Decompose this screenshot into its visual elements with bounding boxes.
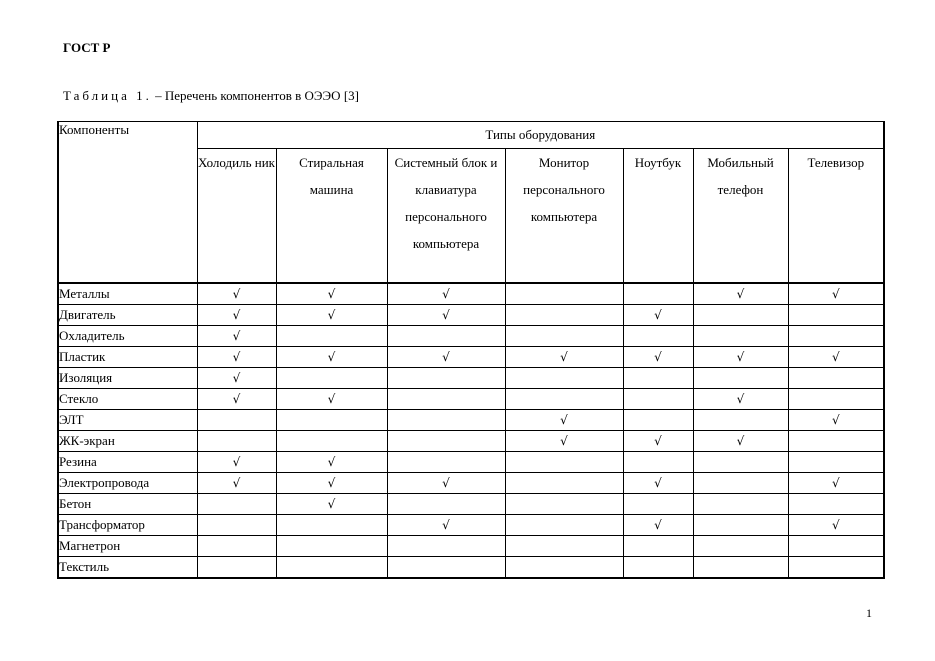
table-cell xyxy=(623,326,693,347)
column-header: Ноутбук xyxy=(623,149,693,284)
row-label: Стекло xyxy=(58,389,197,410)
table-cell xyxy=(276,389,387,410)
table-cell xyxy=(197,536,276,557)
table-cell xyxy=(505,431,623,452)
table-cell xyxy=(623,410,693,431)
row-label: Пластик xyxy=(58,347,197,368)
table-cell xyxy=(197,305,276,326)
table-cell xyxy=(387,347,505,368)
table-cell xyxy=(623,536,693,557)
check-mark: √ xyxy=(232,371,241,385)
table-cell xyxy=(693,410,788,431)
table-cell xyxy=(197,515,276,536)
table-cell xyxy=(505,326,623,347)
table-cell xyxy=(197,494,276,515)
row-label: Изоляция xyxy=(58,368,197,389)
table-cell xyxy=(387,326,505,347)
table-cell xyxy=(788,536,884,557)
table-cell xyxy=(505,515,623,536)
table-row xyxy=(58,494,884,515)
table-cell xyxy=(788,389,884,410)
check-mark: √ xyxy=(831,287,840,301)
check-mark: √ xyxy=(442,308,450,322)
table-cell xyxy=(387,283,505,305)
table-cell xyxy=(387,536,505,557)
table-cell xyxy=(505,368,623,389)
table-cell xyxy=(387,431,505,452)
table-cell xyxy=(693,347,788,368)
check-mark: √ xyxy=(560,434,568,448)
check-mark: √ xyxy=(560,350,568,364)
table-cell xyxy=(693,557,788,579)
check-mark: √ xyxy=(654,350,662,364)
check-mark: √ xyxy=(736,392,745,406)
check-mark: √ xyxy=(831,350,840,364)
table-cell xyxy=(197,283,276,305)
row-label: Бетон xyxy=(58,494,197,515)
table-cell xyxy=(623,389,693,410)
table-cell xyxy=(788,410,884,431)
check-mark: √ xyxy=(442,287,450,301)
check-mark: √ xyxy=(831,476,840,490)
table-row xyxy=(58,452,884,473)
table-row xyxy=(58,536,884,557)
check-mark: √ xyxy=(654,476,662,490)
check-mark: √ xyxy=(442,350,450,364)
check-mark: √ xyxy=(831,413,840,427)
row-label: Текстиль xyxy=(58,557,197,579)
check-mark: √ xyxy=(327,455,336,469)
table-cell xyxy=(693,326,788,347)
column-header: Стиральная машина xyxy=(276,149,387,284)
table-cell xyxy=(276,410,387,431)
table-cell xyxy=(197,473,276,494)
table-row xyxy=(58,410,884,431)
table-cell xyxy=(788,305,884,326)
check-mark: √ xyxy=(232,392,241,406)
table-cell xyxy=(505,389,623,410)
components-header: Компоненты xyxy=(58,122,197,284)
table-cell xyxy=(623,305,693,326)
table-cell xyxy=(197,368,276,389)
table-row xyxy=(58,283,884,305)
table-cell xyxy=(623,452,693,473)
check-mark: √ xyxy=(654,434,662,448)
table-cell xyxy=(693,494,788,515)
table-cell xyxy=(788,452,884,473)
check-mark: √ xyxy=(232,350,241,364)
table-cell xyxy=(387,410,505,431)
table-cell xyxy=(387,515,505,536)
check-mark: √ xyxy=(654,308,662,322)
table-cell xyxy=(505,536,623,557)
table-cell xyxy=(276,283,387,305)
table-cell xyxy=(623,515,693,536)
table-cell xyxy=(623,431,693,452)
table-row xyxy=(58,473,884,494)
table-cell xyxy=(276,326,387,347)
table-cell xyxy=(276,347,387,368)
row-label: Металлы xyxy=(58,283,197,305)
check-mark: √ xyxy=(654,518,662,532)
table-cell xyxy=(276,452,387,473)
table-cell xyxy=(505,410,623,431)
check-mark: √ xyxy=(232,287,241,301)
table-cell xyxy=(623,557,693,579)
table-cell xyxy=(197,452,276,473)
table-cell xyxy=(788,368,884,389)
table-cell xyxy=(197,410,276,431)
table-cell xyxy=(788,326,884,347)
table-cell xyxy=(623,473,693,494)
row-label: Двигатель xyxy=(58,305,197,326)
table-cell xyxy=(387,473,505,494)
row-label: Трансформатор xyxy=(58,515,197,536)
table-cell xyxy=(197,326,276,347)
table-cell xyxy=(387,452,505,473)
column-header: Телевизор xyxy=(788,149,884,284)
table-cell xyxy=(693,368,788,389)
table-cell xyxy=(788,283,884,305)
check-mark: √ xyxy=(327,392,336,406)
column-header: Мобильный телефон xyxy=(693,149,788,284)
table-cell xyxy=(623,494,693,515)
table-cell xyxy=(276,557,387,579)
table-cell xyxy=(197,389,276,410)
check-mark: √ xyxy=(442,476,450,490)
table-cell xyxy=(788,431,884,452)
row-label: Резина xyxy=(58,452,197,473)
table-cell xyxy=(387,494,505,515)
row-label: Охладитель xyxy=(58,326,197,347)
table-cell xyxy=(623,368,693,389)
table-cell xyxy=(276,368,387,389)
table-cell xyxy=(387,368,505,389)
check-mark: √ xyxy=(232,329,241,343)
table-cell xyxy=(788,494,884,515)
check-mark: √ xyxy=(831,518,840,532)
check-mark: √ xyxy=(327,308,336,322)
check-mark: √ xyxy=(232,476,241,490)
column-header: Системный блок и клавиатура персонального компьютера xyxy=(387,149,505,284)
row-label: Магнетрон xyxy=(58,536,197,557)
equipment-types-header: Типы оборудования xyxy=(197,122,884,149)
row-label: Электропровода xyxy=(58,473,197,494)
column-header: Монитор персонального компьютера xyxy=(505,149,623,284)
table-cell xyxy=(387,389,505,410)
table-row xyxy=(58,389,884,410)
row-label: ЖК-экран xyxy=(58,431,197,452)
table-cell xyxy=(505,283,623,305)
table-cell xyxy=(505,305,623,326)
table-cell xyxy=(693,515,788,536)
table-cell xyxy=(276,494,387,515)
table-cell xyxy=(693,473,788,494)
table-cell xyxy=(276,431,387,452)
table-cell xyxy=(276,515,387,536)
table-body xyxy=(58,283,884,578)
table-cell xyxy=(788,347,884,368)
table-cell xyxy=(276,473,387,494)
table-cell xyxy=(693,431,788,452)
table-row xyxy=(58,305,884,326)
check-mark: √ xyxy=(442,518,450,532)
table-cell xyxy=(693,283,788,305)
table-cell xyxy=(505,557,623,579)
check-mark: √ xyxy=(327,476,336,490)
check-mark: √ xyxy=(736,350,745,364)
table-cell xyxy=(505,452,623,473)
table-cell xyxy=(387,305,505,326)
table-cell xyxy=(276,305,387,326)
components-table xyxy=(57,121,885,579)
check-mark: √ xyxy=(327,497,336,511)
check-mark: √ xyxy=(327,287,336,301)
table-cell xyxy=(788,473,884,494)
document-header: ГОСТ Р xyxy=(63,40,111,55)
column-header: Холодиль ник xyxy=(197,149,276,284)
table-cell xyxy=(623,347,693,368)
table-cell xyxy=(505,347,623,368)
table-cell xyxy=(693,305,788,326)
table-cell xyxy=(197,347,276,368)
table-cell xyxy=(788,515,884,536)
table-cell xyxy=(197,557,276,579)
table-row xyxy=(58,515,884,536)
table-cell xyxy=(693,389,788,410)
table-cell xyxy=(505,494,623,515)
table-row xyxy=(58,326,884,347)
table-caption-text: – Перечень компонентов в ОЭЭО [3] xyxy=(155,88,359,103)
table-cell xyxy=(276,536,387,557)
table-cell xyxy=(197,431,276,452)
table-row xyxy=(58,368,884,389)
table-cell xyxy=(505,473,623,494)
table-cell xyxy=(788,557,884,579)
check-mark: √ xyxy=(232,455,241,469)
table-row xyxy=(58,557,884,579)
table-cell xyxy=(693,536,788,557)
check-mark: √ xyxy=(232,308,241,322)
table-caption xyxy=(63,88,359,104)
table-row xyxy=(58,431,884,452)
check-mark: √ xyxy=(327,350,336,364)
table-cell xyxy=(387,557,505,579)
row-label: ЭЛТ xyxy=(58,410,197,431)
page-number: 1 xyxy=(866,606,872,620)
check-mark: √ xyxy=(736,287,745,301)
table-caption-prefix: Таблица 1. xyxy=(63,88,152,103)
table-row xyxy=(58,347,884,368)
check-mark: √ xyxy=(560,413,568,427)
table-cell xyxy=(623,283,693,305)
table-cell xyxy=(693,452,788,473)
check-mark: √ xyxy=(736,434,745,448)
